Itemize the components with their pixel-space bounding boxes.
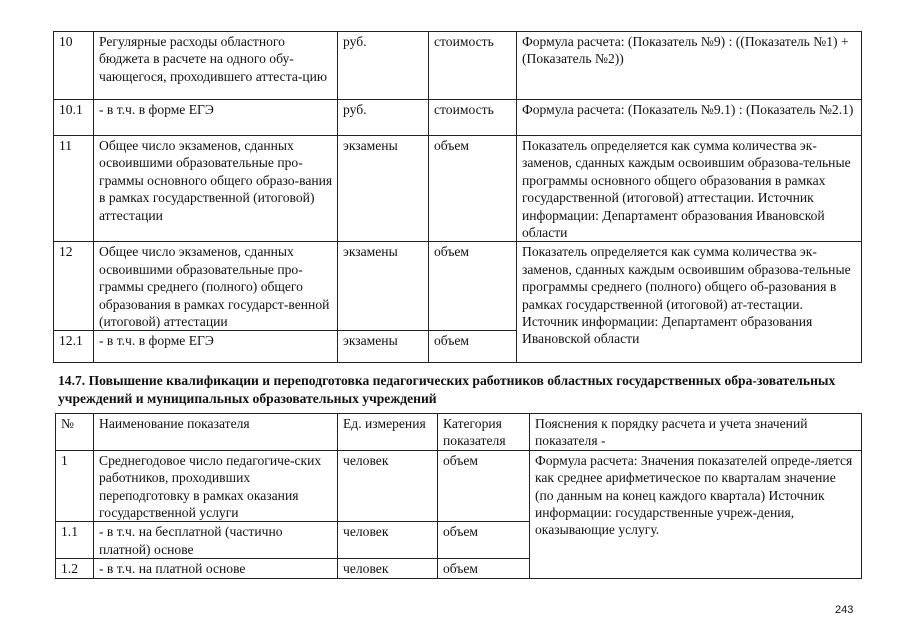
indicator-name: - в т.ч. на платной основе <box>94 559 338 578</box>
indicator-name: - в т.ч. в форме ЕГЭ <box>94 331 338 363</box>
row-number: 12 <box>54 242 94 331</box>
indicator-category: стоимость <box>429 32 517 100</box>
qualification-indicators-table <box>55 413 862 579</box>
indicator-category: стоимость <box>429 100 517 136</box>
indicator-category: объем <box>429 331 517 363</box>
unit-of-measure: экзамены <box>338 136 429 242</box>
table-row <box>54 242 862 331</box>
table-row <box>54 32 862 100</box>
header-explanation: Пояснения к порядку расчета и учета значений показателя - <box>530 414 862 451</box>
row-number: 1.1 <box>56 522 94 559</box>
indicator-name: - в т.ч. на бесплатной (частично платной) основе <box>94 522 338 559</box>
indicator-name: Общее число экзаменов, сданных освоившими образовательные про-граммы среднего (полного) общего образования в рамках государст-венной (итоговой) аттестации <box>94 242 338 331</box>
indicator-name: Общее число экзаменов, сданных освоившими образовательные про-граммы основного общего образо-вания в рамках государственной (итоговой) аттестации <box>94 136 338 242</box>
header-number: № <box>56 414 94 451</box>
row-number: 11 <box>54 136 94 242</box>
row-number: 1 <box>56 450 94 522</box>
row-number: 10 <box>54 32 94 100</box>
unit-of-measure: экзамены <box>338 242 429 331</box>
indicator-category: объем <box>429 242 517 331</box>
calculation-explanation: Формула расчета: Значения показателей опреде-ляется как среднее арифметическое по кварталам значение (по данным на конец каждого квартала) Источник информации: государственные учреж-дения, оказывающие услугу. <box>530 450 862 578</box>
row-number: 10.1 <box>54 100 94 136</box>
section-heading: 14.7. Повышение квалификации и переподготовка педагогических работников областных государственных обра-зовательных учреждений и муниципальных образовательных учреждений <box>58 373 836 406</box>
table-row <box>54 136 862 242</box>
header-name: Наименование показателя <box>94 414 338 451</box>
header-unit: Ед. измерения <box>338 414 438 451</box>
indicator-category: объем <box>438 559 530 578</box>
calculation-explanation: Показатель определяется как сумма количества эк-заменов, сданных каждым освоившим образова-тельные программы среднего (полного) общего об-разования в рамках государственной (итоговой) ат-тестации. Источник информации: Департамент образования Ивановской области <box>517 242 862 363</box>
unit-of-measure: человек <box>338 450 438 522</box>
indicator-name: Среднегодовое число педагогиче-ских работников, проходивших переподготовку в рамках оказания государственной услуги <box>94 450 338 522</box>
table-header-row <box>56 414 862 451</box>
unit-of-measure: руб. <box>338 32 429 100</box>
unit-of-measure: человек <box>338 559 438 578</box>
calculation-explanation: Показатель определяется как сумма количества эк-заменов, сданных каждым освоившим образова-тельные программы основного общего образования в рамках государственной (итоговой) аттестации. Источник информации: Департамент образования Ивановской области <box>517 136 862 242</box>
row-number: 12.1 <box>54 331 94 363</box>
unit-of-measure: руб. <box>338 100 429 136</box>
row-number: 1.2 <box>56 559 94 578</box>
indicator-name: Регулярные расходы областного бюджета в расчете на одного обу-чающегося, проходившего аттеста-цию <box>94 32 338 100</box>
calculation-explanation: Формула расчета: (Показатель №9) : ((Показатель №1) + (Показатель №2)) <box>517 32 862 100</box>
calculation-explanation: Формула расчета: (Показатель №9.1) : (Показатель №2.1) <box>517 100 862 136</box>
unit-of-measure: человек <box>338 522 438 559</box>
indicator-category: объем <box>429 136 517 242</box>
table-row <box>56 450 862 522</box>
indicators-table-continued <box>53 31 862 363</box>
indicator-category: объем <box>438 522 530 559</box>
indicator-name: - в т.ч. в форме ЕГЭ <box>94 100 338 136</box>
page-number: 243 <box>835 604 854 616</box>
header-category: Категория показателя <box>438 414 530 451</box>
table-row <box>54 100 862 136</box>
indicator-category: объем <box>438 450 530 522</box>
unit-of-measure: экзамены <box>338 331 429 363</box>
